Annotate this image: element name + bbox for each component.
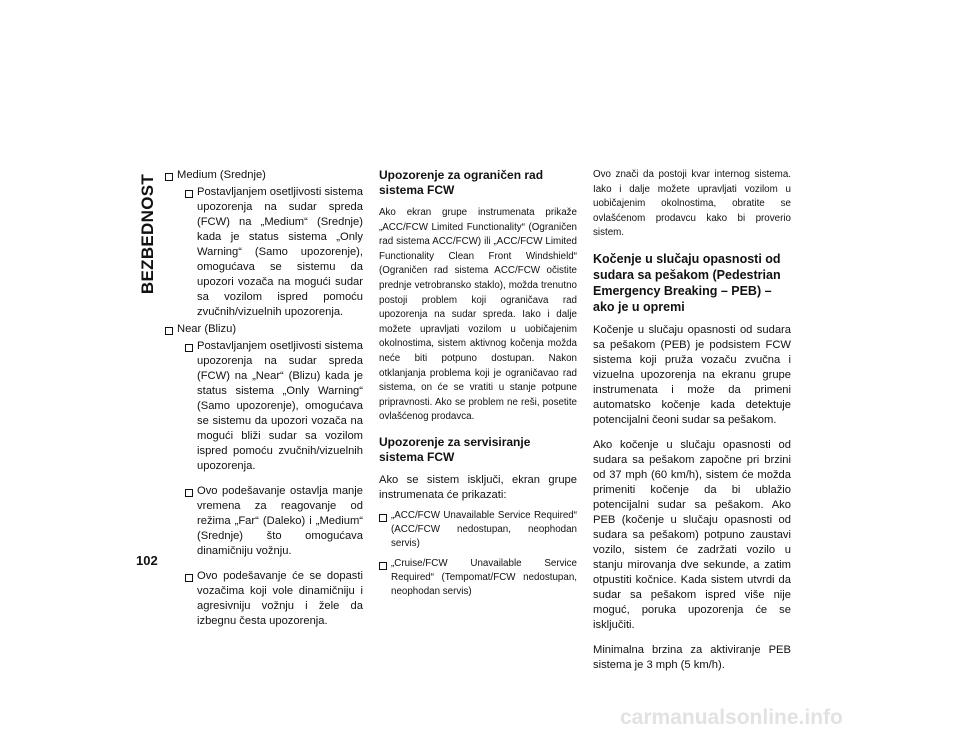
paragraph: Minimalna brzina za aktiviranje PEB sistema je 3 mph (5 km/h). [593, 643, 791, 671]
paragraph: Ako kočenje u slučaju opasnosti od sudara sa pešakom započne pri brzini od 37 mph (60 km/h), sistem će možda primeniti kočenje da bi ublažio potencijalni sudar sa pešakom. Ako PEB (kočenje u slučaju opasnosti od sudara sa pešakom) potpuno zaustavi vozilo, sistem će zadržati vozilo u stanju mirovanja dve sekunde, a zatim otpustiti kočnice. Kada sistem utvrdi da sudar sa pešakom ispred više nije moguć, poruka upozorenja će se isključiti. [593, 438, 791, 631]
list-item-text: „ACC/FCW Unavailable Service Required“ (ACC/FCW nedostupan, neophodan servis) [391, 509, 577, 549]
page-number: 102 [136, 553, 158, 568]
sub-list-item-text: Postavljanjem osetljivosti sistema upozorenja na sudar spreda (FCW) na „Near“ (Blizu) kada je status sistema „Only Warning“ (Samo upozorenje), omogućava se sistemu da upozori vozača na mogući bliži sudar sa vozilom ispred pomoću zvučnih/vizuelnih upozorenja. [197, 340, 364, 472]
sub-list-item [185, 569, 363, 629]
sub-list-item [185, 185, 363, 320]
column-right [593, 168, 791, 683]
list-item-text: „Cruise/FCW Unavailable Service Required“ (Tempomat/FCW nedostupan, neophodan servis) [391, 557, 577, 597]
section-heading: Upozorenje za ograničen rad sistema FCW [379, 168, 544, 197]
paragraph: Kočenje u slučaju opasnosti od sudara sa pešakom (PEB) je podsistem FCW sistema koji pruža vozaču zvučna i vizuelna upozorenja na ekranu grupe instrumenata i može da primeni automatsko kočenje kada detektuje potencijalni čeoni sudar sa pešakom. [593, 323, 791, 426]
section-heading: Upozorenje za servisiranje sistema FCW [379, 434, 531, 464]
paragraph: Ako se sistem isključi, ekran grupe instrumenata će prikazati: [379, 473, 577, 501]
checkbox-bullet-icon [185, 344, 193, 352]
sub-list-item-text: Ovo podešavanje ostavlja manje vremena za reagovanje od režima „Far“ (Daleko) i „Medium“ (Srednje) što omogućava dinamičniju vožnju. [197, 485, 363, 557]
checkbox-bullet-icon [165, 327, 173, 335]
section-tab [136, 174, 160, 294]
column-middle [379, 168, 577, 605]
list-item [379, 557, 577, 599]
sub-list-item [185, 484, 363, 559]
column-left [165, 168, 363, 629]
list-item [379, 509, 577, 551]
list-item-label: Near (Blizu) [177, 323, 237, 335]
checkbox-bullet-icon [379, 562, 387, 570]
paragraph: Ako ekran grupe instrumenata prikaže „ACC/FCW Limited Functionality“ (Ograničen rad sistema ACC/FCW) ili „ACC/FCW Limited Functionality Clean Front Windshield“ (Ograničen rad sistema ACC/FCW očistite prednje vetrobransko staklo), možda trenutno postoji problem koji ograničava rad upozorenja na sudar spreda. Iako i dalje možete upravljati vozilom u uobičajenim okolnostima, sistem aktivnog kočenja možda neće biti potpuno dostupan. Nakon otklanjanja problema koji je ograničavao rad sistema, on će se vratiti u stanje potpune pripravnosti. Ako se problem ne reši, posetite ovlašćenog prodavca. [379, 207, 577, 423]
checkbox-bullet-icon [165, 173, 173, 181]
section-tab-label: BEZBEDNOST [138, 173, 157, 295]
checkbox-bullet-icon [185, 489, 193, 497]
list-item-label: Medium (Srednje) [177, 169, 266, 181]
sub-list-item-text: Postavljanjem osetljivosti sistema upozorenja na sudar spreda (FCW) na „Medium“ (Srednje) kada je status sistema „Only Warning“ (Samo upozorenje), omogućava se sistemu da upozori vozača na mogući sudar sa vozilom ispred pomoću zvučnih/vizuelnih upozorenja. [197, 186, 364, 318]
list-item-near [165, 322, 363, 337]
section-heading: Kočenje u slučaju opasnosti od sudara sa pešakom (Pedestrian Emergency Breaking – PEB) – ako je u opremi [593, 251, 781, 314]
checkbox-bullet-icon [185, 190, 193, 198]
paragraph: Ovo znači da postoji kvar internog sistema. Iako i dalje možete upravljati vozilom u uobičajenim okolnostima, obratite se ovlašćenom prodavcu kako bi proverio sistem. [593, 169, 791, 239]
list-item-medium [165, 168, 363, 183]
sub-list-item-text: Ovo podešavanje će se dopasti vozačima koji vole dinamičniju i agresivniju vožnju i žele da izbegnu česta upozorenja. [197, 570, 363, 627]
checkbox-bullet-icon [379, 514, 387, 522]
checkbox-bullet-icon [185, 574, 193, 582]
sub-list-item [185, 339, 363, 474]
watermark: carmanualsonline.info [620, 706, 843, 729]
